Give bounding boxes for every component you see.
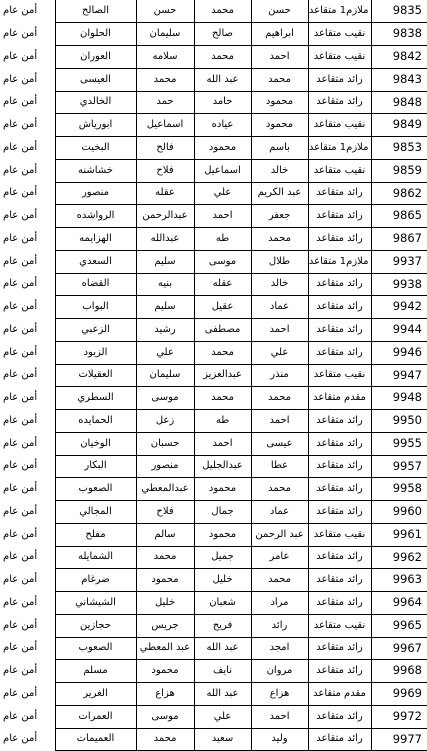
grandfather-name-cell: هزاع bbox=[136, 683, 194, 706]
father-name-cell: علي bbox=[194, 705, 251, 728]
family-name-cell: القضاه bbox=[55, 273, 136, 296]
table-row bbox=[0, 728, 427, 751]
father-name-cell: محمود bbox=[194, 137, 251, 160]
grandfather-name-cell: حسبان bbox=[136, 432, 194, 455]
table-row bbox=[0, 23, 427, 46]
first-name-cell: عبد الرحمن bbox=[251, 523, 308, 546]
record-number-cell: 9938 bbox=[371, 273, 427, 296]
father-name-cell: عبدالجليل bbox=[194, 455, 251, 478]
table-row bbox=[0, 455, 427, 478]
father-name-cell: طه bbox=[194, 410, 251, 433]
first-name-cell: محمد bbox=[251, 228, 308, 251]
record-number-cell: 9972 bbox=[371, 705, 427, 728]
record-number-cell: 9961 bbox=[371, 523, 427, 546]
unit-cell: أمن عام bbox=[3, 665, 38, 677]
rank-cell: رائد متقاعد bbox=[308, 228, 371, 251]
first-name-cell: هزاع bbox=[251, 683, 308, 706]
rank-cell: رائد متقاعد bbox=[308, 455, 371, 478]
table-row bbox=[0, 137, 427, 160]
record-number-cell: 9957 bbox=[371, 455, 427, 478]
unit-cell: أمن عام bbox=[3, 574, 38, 586]
father-name-cell: نايف bbox=[194, 660, 251, 683]
first-name-cell: خالد bbox=[251, 159, 308, 182]
unit-cell: أمن عام bbox=[3, 255, 38, 267]
record-number-cell: 9977 bbox=[371, 728, 427, 751]
family-name-cell: الصعوب bbox=[55, 637, 136, 660]
unit-cell: أمن عام bbox=[3, 414, 38, 426]
first-name-cell: باسم bbox=[251, 137, 308, 160]
father-name-cell: عقله bbox=[194, 273, 251, 296]
family-name-cell: الهزايمه bbox=[55, 228, 136, 251]
first-name-cell: ابراهيم bbox=[251, 23, 308, 46]
rank-cell: رائد متقاعد bbox=[308, 569, 371, 592]
unit-cell: أمن عام bbox=[3, 710, 38, 722]
father-name-cell: محمد bbox=[194, 341, 251, 364]
unit-cell: أمن عام bbox=[3, 733, 38, 745]
unit-cell: أمن عام bbox=[3, 437, 38, 449]
family-name-cell: الزيود bbox=[55, 341, 136, 364]
family-name-cell: العقيلات bbox=[55, 364, 136, 387]
grandfather-name-cell: اسماعيل bbox=[136, 114, 194, 137]
record-number-cell: 9958 bbox=[371, 478, 427, 501]
record-number-cell: 9848 bbox=[371, 91, 427, 114]
grandfather-name-cell: منصور bbox=[136, 455, 194, 478]
record-number-cell: 9843 bbox=[371, 68, 427, 91]
rank-cell: رائد متقاعد bbox=[308, 91, 371, 114]
first-name-cell: محمود bbox=[251, 91, 308, 114]
table-row bbox=[0, 341, 427, 364]
table-row bbox=[0, 114, 427, 137]
rank-cell: رائد متقاعد bbox=[308, 182, 371, 205]
family-name-cell: حجازين bbox=[55, 614, 136, 637]
record-number-cell: 9867 bbox=[371, 228, 427, 251]
family-name-cell: الصعوب bbox=[55, 478, 136, 501]
unit-cell: أمن عام bbox=[3, 687, 38, 699]
first-name-cell: حسن bbox=[251, 0, 308, 23]
family-name-cell: الصالح bbox=[55, 0, 136, 23]
record-number-cell: 9948 bbox=[371, 387, 427, 410]
table-row bbox=[0, 0, 427, 23]
family-name-cell: العيسى bbox=[55, 68, 136, 91]
table-row bbox=[0, 296, 427, 319]
record-number-cell: 9969 bbox=[371, 683, 427, 706]
grandfather-name-cell: جريس bbox=[136, 614, 194, 637]
first-name-cell: احمد bbox=[251, 319, 308, 342]
rank-cell: نقيب متقاعد bbox=[308, 523, 371, 546]
unit-cell: أمن عام bbox=[3, 551, 38, 563]
first-name-cell: احمد bbox=[251, 410, 308, 433]
father-name-cell: فريح bbox=[194, 614, 251, 637]
grandfather-name-cell: زعل bbox=[136, 410, 194, 433]
rank-cell: مقدم متقاعد bbox=[308, 387, 371, 410]
record-number-cell: 9859 bbox=[371, 159, 427, 182]
father-name-cell: عياده bbox=[194, 114, 251, 137]
unit-cell: أمن عام bbox=[3, 164, 38, 176]
rank-cell: رائد متقاعد bbox=[308, 660, 371, 683]
first-name-cell: امجد bbox=[251, 637, 308, 660]
father-name-cell: سعيد bbox=[194, 728, 251, 751]
table-row bbox=[0, 569, 427, 592]
grandfather-name-cell: بنيه bbox=[136, 273, 194, 296]
rank-cell: رائد متقاعد bbox=[308, 705, 371, 728]
grandfather-name-cell: حسن bbox=[136, 0, 194, 23]
unit-cell: أمن عام bbox=[3, 96, 38, 108]
grandfather-name-cell: فلاح bbox=[136, 501, 194, 524]
first-name-cell: محمد bbox=[251, 387, 308, 410]
grandfather-name-cell: سليم bbox=[136, 296, 194, 319]
family-name-cell: البواب bbox=[55, 296, 136, 319]
table-row bbox=[0, 614, 427, 637]
first-name-cell: محمود bbox=[251, 114, 308, 137]
record-number-cell: 9955 bbox=[371, 432, 427, 455]
father-name-cell: جمال bbox=[194, 501, 251, 524]
grandfather-name-cell: عبدالرحمن bbox=[136, 205, 194, 228]
father-name-cell: شعبان bbox=[194, 592, 251, 615]
grandfather-name-cell: عقله bbox=[136, 182, 194, 205]
family-name-cell: ابورياش bbox=[55, 114, 136, 137]
grandfather-name-cell: فالح bbox=[136, 137, 194, 160]
table-row bbox=[0, 683, 427, 706]
unit-cell: أمن عام bbox=[3, 73, 38, 85]
unit-cell: أمن عام bbox=[3, 301, 38, 313]
father-name-cell: موسى bbox=[194, 250, 251, 273]
first-name-cell: وليد bbox=[251, 728, 308, 751]
father-name-cell: محمد bbox=[194, 46, 251, 69]
grandfather-name-cell: فلاح bbox=[136, 159, 194, 182]
father-name-cell: احمد bbox=[194, 205, 251, 228]
unit-cell: أمن عام bbox=[3, 50, 38, 62]
record-number-cell: 9947 bbox=[371, 364, 427, 387]
record-number-cell: 9965 bbox=[371, 614, 427, 637]
record-number-cell: 9853 bbox=[371, 137, 427, 160]
family-name-cell: خشاشنه bbox=[55, 159, 136, 182]
record-number-cell: 9944 bbox=[371, 319, 427, 342]
rank-cell: نقيب متقاعد bbox=[308, 159, 371, 182]
unit-cell: أمن عام bbox=[3, 119, 38, 131]
grandfather-name-cell: محمد bbox=[136, 728, 194, 751]
grandfather-name-cell: موسى bbox=[136, 705, 194, 728]
rank-cell: رائد متقاعد bbox=[308, 273, 371, 296]
family-name-cell: السعدي bbox=[55, 250, 136, 273]
rank-cell: رائد متقاعد bbox=[308, 410, 371, 433]
first-name-cell: احمد bbox=[251, 705, 308, 728]
grandfather-name-cell: حمد bbox=[136, 91, 194, 114]
family-name-cell: الرواشده bbox=[55, 205, 136, 228]
grandfather-name-cell: محمود bbox=[136, 660, 194, 683]
first-name-cell: محمد bbox=[251, 569, 308, 592]
first-name-cell: احمد bbox=[251, 46, 308, 69]
father-name-cell: احمد bbox=[194, 432, 251, 455]
first-name-cell: عيسى bbox=[251, 432, 308, 455]
rank-cell: رائد متقاعد bbox=[308, 341, 371, 364]
first-name-cell: جعفر bbox=[251, 205, 308, 228]
rank-cell: مقدم متقاعد bbox=[308, 683, 371, 706]
record-number-cell: 9862 bbox=[371, 182, 427, 205]
first-name-cell: علي bbox=[251, 341, 308, 364]
rank-cell: رائد متقاعد bbox=[308, 592, 371, 615]
family-name-cell: البخيت bbox=[55, 137, 136, 160]
rank-cell: رائد متقاعد bbox=[308, 68, 371, 91]
record-number-cell: 9962 bbox=[371, 546, 427, 569]
father-name-cell: طه bbox=[194, 228, 251, 251]
table-row bbox=[0, 432, 427, 455]
grandfather-name-cell: محمود bbox=[136, 569, 194, 592]
unit-cell: أمن عام bbox=[3, 187, 38, 199]
first-name-cell: محمد bbox=[251, 68, 308, 91]
first-name-cell: عطا bbox=[251, 455, 308, 478]
father-name-cell: محمود bbox=[194, 478, 251, 501]
rank-cell: نقيب متقاعد bbox=[308, 114, 371, 137]
record-number-cell: 9968 bbox=[371, 660, 427, 683]
rank-cell: ملازم1 متقاعد bbox=[308, 137, 371, 160]
grandfather-name-cell: سليمان bbox=[136, 23, 194, 46]
father-name-cell: اسماعيل bbox=[194, 159, 251, 182]
table-row bbox=[0, 523, 427, 546]
father-name-cell: محمد bbox=[194, 0, 251, 23]
father-name-cell: صالح bbox=[194, 23, 251, 46]
rank-cell: رائد متقاعد bbox=[308, 205, 371, 228]
rank-cell: رائد متقاعد bbox=[308, 501, 371, 524]
father-name-cell: علي bbox=[194, 182, 251, 205]
grandfather-name-cell: محمد bbox=[136, 546, 194, 569]
unit-cell: أمن عام bbox=[3, 5, 38, 17]
table-row bbox=[0, 478, 427, 501]
unit-cell: أمن عام bbox=[3, 141, 38, 153]
unit-cell: أمن عام bbox=[3, 392, 38, 404]
table-row bbox=[0, 250, 427, 273]
unit-cell: أمن عام bbox=[3, 369, 38, 381]
grandfather-name-cell: موسى bbox=[136, 387, 194, 410]
unit-cell: أمن عام bbox=[3, 323, 38, 335]
record-number-cell: 9946 bbox=[371, 341, 427, 364]
grandfather-name-cell: سلامه bbox=[136, 46, 194, 69]
unit-cell: أمن عام bbox=[3, 596, 38, 608]
rank-cell: نقيب متقاعد bbox=[308, 614, 371, 637]
father-name-cell: خليل bbox=[194, 569, 251, 592]
first-name-cell: عبد الكريم bbox=[251, 182, 308, 205]
grandfather-name-cell: خليل bbox=[136, 592, 194, 615]
table-row bbox=[0, 660, 427, 683]
grandfather-name-cell: سليم bbox=[136, 250, 194, 273]
table-row bbox=[0, 410, 427, 433]
first-name-cell: منذر bbox=[251, 364, 308, 387]
family-name-cell: العمرات bbox=[55, 705, 136, 728]
unit-cell: أمن عام bbox=[3, 278, 38, 290]
unit-cell: أمن عام bbox=[3, 210, 38, 222]
rank-cell: ملازم1 متقاعد bbox=[308, 250, 371, 273]
unit-cell: أمن عام bbox=[3, 505, 38, 517]
first-name-cell: عامر bbox=[251, 546, 308, 569]
record-number-cell: 9967 bbox=[371, 637, 427, 660]
grandfather-name-cell: سليمان bbox=[136, 364, 194, 387]
record-number-cell: 9963 bbox=[371, 569, 427, 592]
unit-cell: أمن عام bbox=[3, 528, 38, 540]
table-row bbox=[0, 68, 427, 91]
first-name-cell: خالد bbox=[251, 273, 308, 296]
rank-cell: ملازم1 متقاعد bbox=[308, 0, 371, 23]
unit-cell: أمن عام bbox=[3, 642, 38, 654]
rank-cell: رائد متقاعد bbox=[308, 296, 371, 319]
family-name-cell: الشمايله bbox=[55, 546, 136, 569]
table-row bbox=[0, 637, 427, 660]
table-row bbox=[0, 364, 427, 387]
rank-cell: رائد متقاعد bbox=[308, 546, 371, 569]
record-number-cell: 9937 bbox=[371, 250, 427, 273]
father-name-cell: حامد bbox=[194, 91, 251, 114]
record-number-cell: 9849 bbox=[371, 114, 427, 137]
rank-cell: رائد متقاعد bbox=[308, 637, 371, 660]
family-name-cell: الزعبي bbox=[55, 319, 136, 342]
family-name-cell: الخالدي bbox=[55, 91, 136, 114]
record-number-cell: 9842 bbox=[371, 46, 427, 69]
father-name-cell: عقيل bbox=[194, 296, 251, 319]
unit-cell: أمن عام bbox=[3, 346, 38, 358]
family-name-cell: الحمايده bbox=[55, 410, 136, 433]
grandfather-name-cell: سالم bbox=[136, 523, 194, 546]
table-row bbox=[0, 46, 427, 69]
father-name-cell: عبد الله bbox=[194, 68, 251, 91]
family-name-cell: العوران bbox=[55, 46, 136, 69]
record-number-cell: 9960 bbox=[371, 501, 427, 524]
unit-cell: أمن عام bbox=[3, 619, 38, 631]
record-number-cell: 9865 bbox=[371, 205, 427, 228]
table-row bbox=[0, 501, 427, 524]
table-row bbox=[0, 705, 427, 728]
grandfather-name-cell: رشيد bbox=[136, 319, 194, 342]
rank-cell: رائد متقاعد bbox=[308, 728, 371, 751]
first-name-cell: مراد bbox=[251, 592, 308, 615]
rank-cell: رائد متقاعد bbox=[308, 432, 371, 455]
rank-cell: نقيب متقاعد bbox=[308, 23, 371, 46]
first-name-cell: مروان bbox=[251, 660, 308, 683]
first-name-cell: عماد bbox=[251, 501, 308, 524]
family-name-cell: البكار bbox=[55, 455, 136, 478]
unit-cell: أمن عام bbox=[3, 460, 38, 472]
first-name-cell: طلال bbox=[251, 250, 308, 273]
grandfather-name-cell: عبد المعطي bbox=[136, 637, 194, 660]
table-row bbox=[0, 228, 427, 251]
unit-cell: أمن عام bbox=[3, 28, 38, 40]
table-row bbox=[0, 159, 427, 182]
grandfather-name-cell: علي bbox=[136, 341, 194, 364]
table-row bbox=[0, 546, 427, 569]
family-name-cell: السطري bbox=[55, 387, 136, 410]
grandfather-name-cell: عبدالمعطي bbox=[136, 478, 194, 501]
first-name-cell: عماد bbox=[251, 296, 308, 319]
table-row bbox=[0, 592, 427, 615]
family-name-cell: العميمات bbox=[55, 728, 136, 751]
record-number-cell: 9942 bbox=[371, 296, 427, 319]
table-row bbox=[0, 273, 427, 296]
record-number-cell: 9838 bbox=[371, 23, 427, 46]
family-name-cell: منصور bbox=[55, 182, 136, 205]
family-name-cell: الحلوان bbox=[55, 23, 136, 46]
unit-cell: أمن عام bbox=[3, 483, 38, 495]
father-name-cell: محمود bbox=[194, 523, 251, 546]
grandfather-name-cell: عبدالله bbox=[136, 228, 194, 251]
table-row bbox=[0, 387, 427, 410]
record-number-cell: 9964 bbox=[371, 592, 427, 615]
rank-cell: رائد متقاعد bbox=[308, 319, 371, 342]
grandfather-name-cell: محمد bbox=[136, 68, 194, 91]
father-name-cell: مصطفى bbox=[194, 319, 251, 342]
family-name-cell: المجالي bbox=[55, 501, 136, 524]
first-name-cell: محمد bbox=[251, 478, 308, 501]
family-name-cell: ضرغام bbox=[55, 569, 136, 592]
table-row bbox=[0, 91, 427, 114]
record-number-cell: 9835 bbox=[371, 0, 427, 23]
family-name-cell: الوخيان bbox=[55, 432, 136, 455]
table-row bbox=[0, 319, 427, 342]
rank-cell: نقيب متقاعد bbox=[308, 364, 371, 387]
family-name-cell: الشيشاني bbox=[55, 592, 136, 615]
father-name-cell: عبدالعزيز bbox=[194, 364, 251, 387]
father-name-cell: جميل bbox=[194, 546, 251, 569]
father-name-cell: محمد bbox=[194, 387, 251, 410]
record-number-cell: 9950 bbox=[371, 410, 427, 433]
first-name-cell: رائد bbox=[251, 614, 308, 637]
father-name-cell: عبد الله bbox=[194, 683, 251, 706]
unit-cell: أمن عام bbox=[3, 232, 38, 244]
family-name-cell: مفلح bbox=[55, 523, 136, 546]
table-row bbox=[0, 205, 427, 228]
father-name-cell: عبد الله bbox=[194, 637, 251, 660]
family-name-cell: الغرير bbox=[55, 683, 136, 706]
rank-cell: نقيب متقاعد bbox=[308, 46, 371, 69]
table-row bbox=[0, 182, 427, 205]
rank-cell: رائد متقاعد bbox=[308, 478, 371, 501]
family-name-cell: مسلم bbox=[55, 660, 136, 683]
